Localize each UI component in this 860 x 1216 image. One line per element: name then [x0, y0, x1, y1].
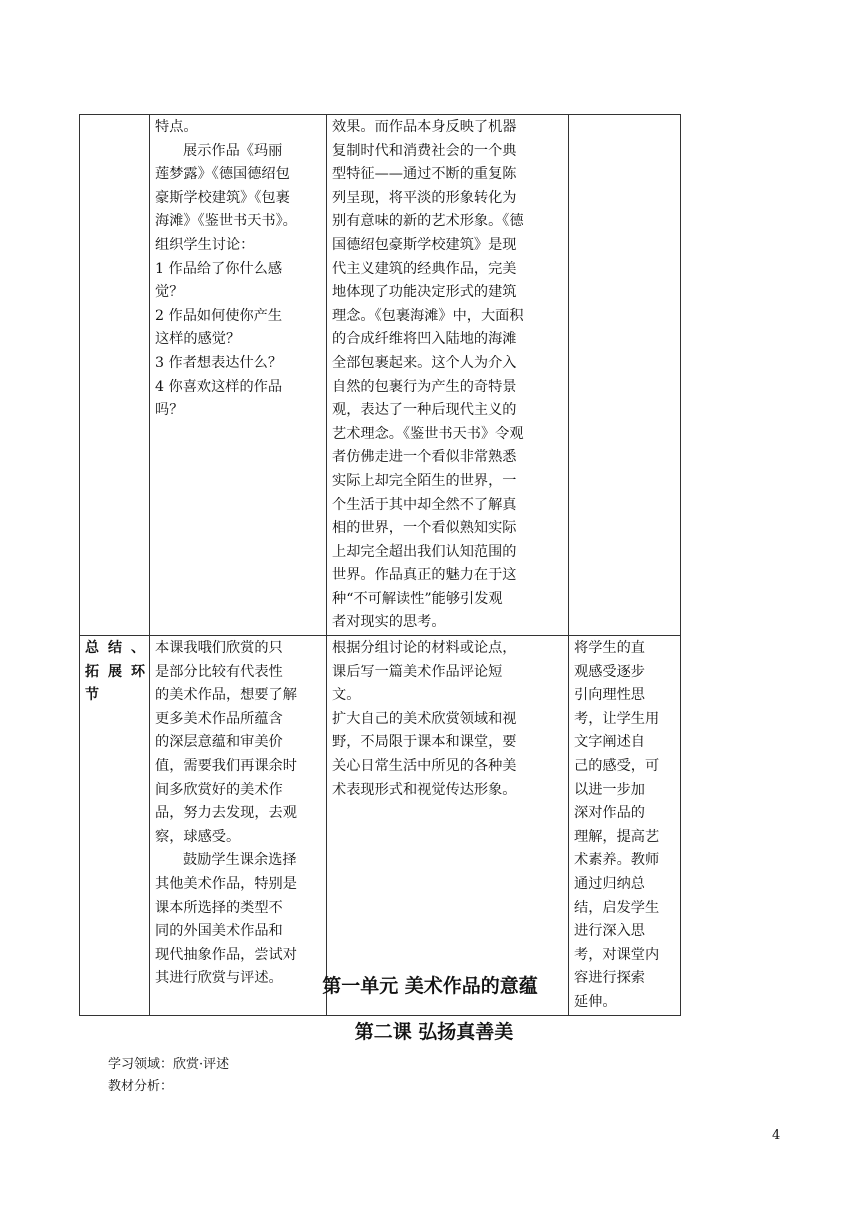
text-line: 组织学生讨论：	[155, 236, 255, 253]
design-intent-cell	[569, 115, 681, 636]
text-line: 容进行探索	[574, 970, 645, 987]
student-activity-cell	[327, 115, 569, 636]
text-line: 艺术理念。《鉴世书天书》令观	[332, 425, 524, 442]
text-line: 复制时代和消费社会的一个典	[332, 142, 517, 159]
text-line: 考，让学生用	[574, 710, 660, 727]
text-line: 种“不可解读性”能够引发观	[332, 590, 503, 607]
text-line: 的美术作品，想要了解	[155, 687, 297, 704]
text-line: 课本所选择的类型不	[155, 899, 283, 916]
text-line: 特点。	[155, 119, 198, 135]
stage-cell	[80, 636, 150, 1016]
stage-label-line: 节	[85, 687, 99, 704]
text-line: 海滩》《鉴世书天书》。	[155, 213, 297, 230]
text-line: 课后写一篇美术作品评论短	[332, 663, 503, 680]
text-line: 实际上却完全陌生的世界，一	[332, 472, 517, 489]
stage-label-line: 总结、	[85, 640, 145, 657]
text-line: 进行深入思	[574, 923, 645, 940]
text-line: 展示作品《玛丽	[183, 142, 283, 159]
text-line: 同的外国美术作品和	[155, 923, 283, 940]
stage-cell	[80, 115, 150, 636]
student-activity-cell	[327, 636, 569, 1016]
page-number: 4	[772, 1128, 781, 1143]
text-line: 3 作者想表达什么？	[155, 354, 283, 371]
text-line: 文。	[332, 687, 361, 704]
text-line: 以进一步加	[574, 781, 645, 798]
text-line: 上却完全超出我们认知范围的	[332, 543, 517, 560]
text-line: 品，努力去发现，去观	[155, 805, 297, 822]
text-line: 理念。《包裹海滩》中，大面积	[332, 307, 524, 324]
text-line: 全部包裹起来。这个人为介入	[332, 354, 517, 371]
text-line: 间多欣赏好的美术作	[155, 781, 283, 798]
text-line: 的深层意蕴和审美价	[155, 734, 283, 751]
text-line: 术素养。教师	[574, 852, 660, 869]
material-analysis-label: 教材分析：	[108, 1079, 174, 1094]
text-line: 扩大自己的美术欣赏领域和视	[332, 710, 517, 727]
text-line: 现代抽象作品，尝试对	[155, 946, 297, 963]
text-line: 是部分比较有代表性	[155, 663, 283, 680]
text-line: 吗？	[155, 402, 184, 419]
text-line: 本课我哦们欣赏的只	[155, 640, 283, 657]
text-line: 型特征——通过不断的重复陈	[332, 166, 517, 183]
text-line: 个生活于其中却全然不了解真	[332, 496, 517, 513]
text-line: 者仿佛走进一个看似非常熟悉	[332, 449, 517, 466]
text-line: 鼓励学生课余选择	[183, 852, 297, 869]
text-line: 考，对课堂内	[574, 946, 660, 963]
lesson-title: 第二课 弘扬真善美	[354, 1021, 514, 1043]
text-line: 自然的包裹行为产生的奇特景	[332, 378, 517, 395]
text-line: 己的感受，可	[574, 758, 660, 775]
learning-field-label: 学习领域：欣赏·评述	[108, 1057, 230, 1072]
text-line: 莲梦露》《德国德绍包	[155, 166, 290, 183]
stage-label-line: 拓展环	[85, 663, 145, 680]
text-line: 这样的感觉？	[155, 331, 241, 348]
text-line: 其他美术作品，特别是	[155, 876, 297, 892]
text-line: 1 作品给了你什么感	[155, 260, 283, 277]
text-line: 列呈现，将平淡的形象转化为	[332, 189, 517, 206]
table-row	[80, 636, 681, 1016]
text-line: 察，球感受。	[155, 828, 241, 845]
text-line: 引向理性思	[574, 687, 645, 704]
text-line: 根据分组讨论的材料或论点，	[332, 640, 517, 657]
text-line: 通过归纳总	[574, 876, 645, 892]
text-line: 2 作品如何使你产生	[155, 307, 283, 324]
text-line: 文字阐述自	[574, 734, 645, 751]
text-line: 效果。而作品本身反映了机器	[332, 119, 517, 135]
lesson-plan-table	[79, 114, 681, 1016]
text-line: 值，需要我们再课余时	[155, 758, 297, 775]
text-line: 地体现了功能决定形式的建筑	[332, 284, 517, 301]
text-line: 的合成纤维将凹入陆地的海滩	[332, 331, 517, 348]
text-line: 更多美术作品所蕴含	[155, 710, 283, 727]
text-line: 观，表达了一种后现代主义的	[332, 402, 517, 419]
unit-title: 第一单元 美术作品的意蕴	[322, 975, 538, 997]
text-line: 将学生的直	[574, 640, 645, 657]
text-line: 术表现形式和视觉传达形象。	[332, 781, 517, 798]
text-line: 国德绍包豪斯学校建筑》是现	[332, 236, 517, 253]
text-line: 豪斯学校建筑》《包裹	[155, 189, 290, 206]
text-line: 代主义建筑的经典作品，完美	[332, 260, 517, 277]
text-line: 4 你喜欢这样的作品	[155, 378, 283, 395]
teacher-activity-cell	[150, 115, 327, 636]
text-line: 深对作品的	[574, 805, 645, 822]
text-line: 野，不局限于课本和课堂，要	[332, 734, 517, 751]
text-line: 关心日常生活中所见的各种美	[332, 758, 517, 775]
text-line: 者对现实的思考。	[332, 614, 446, 631]
text-line: 相的世界，一个看似熟知实际	[332, 520, 517, 537]
text-line: 观感受逐步	[574, 663, 645, 680]
text-line: 世界。作品真正的魅力在于这	[332, 567, 517, 584]
text-line: 其进行欣赏与评述。	[155, 970, 283, 987]
text-line: 别有意味的新的艺术形象。《德	[332, 213, 524, 230]
text-line: 结，启发学生	[574, 899, 660, 916]
table-row	[80, 115, 681, 636]
teacher-activity-cell	[150, 636, 327, 1016]
text-line: 觉？	[155, 284, 184, 301]
design-intent-cell	[569, 636, 681, 1016]
text-line: 延伸。	[574, 993, 617, 1010]
text-line: 理解，提高艺	[574, 828, 660, 845]
